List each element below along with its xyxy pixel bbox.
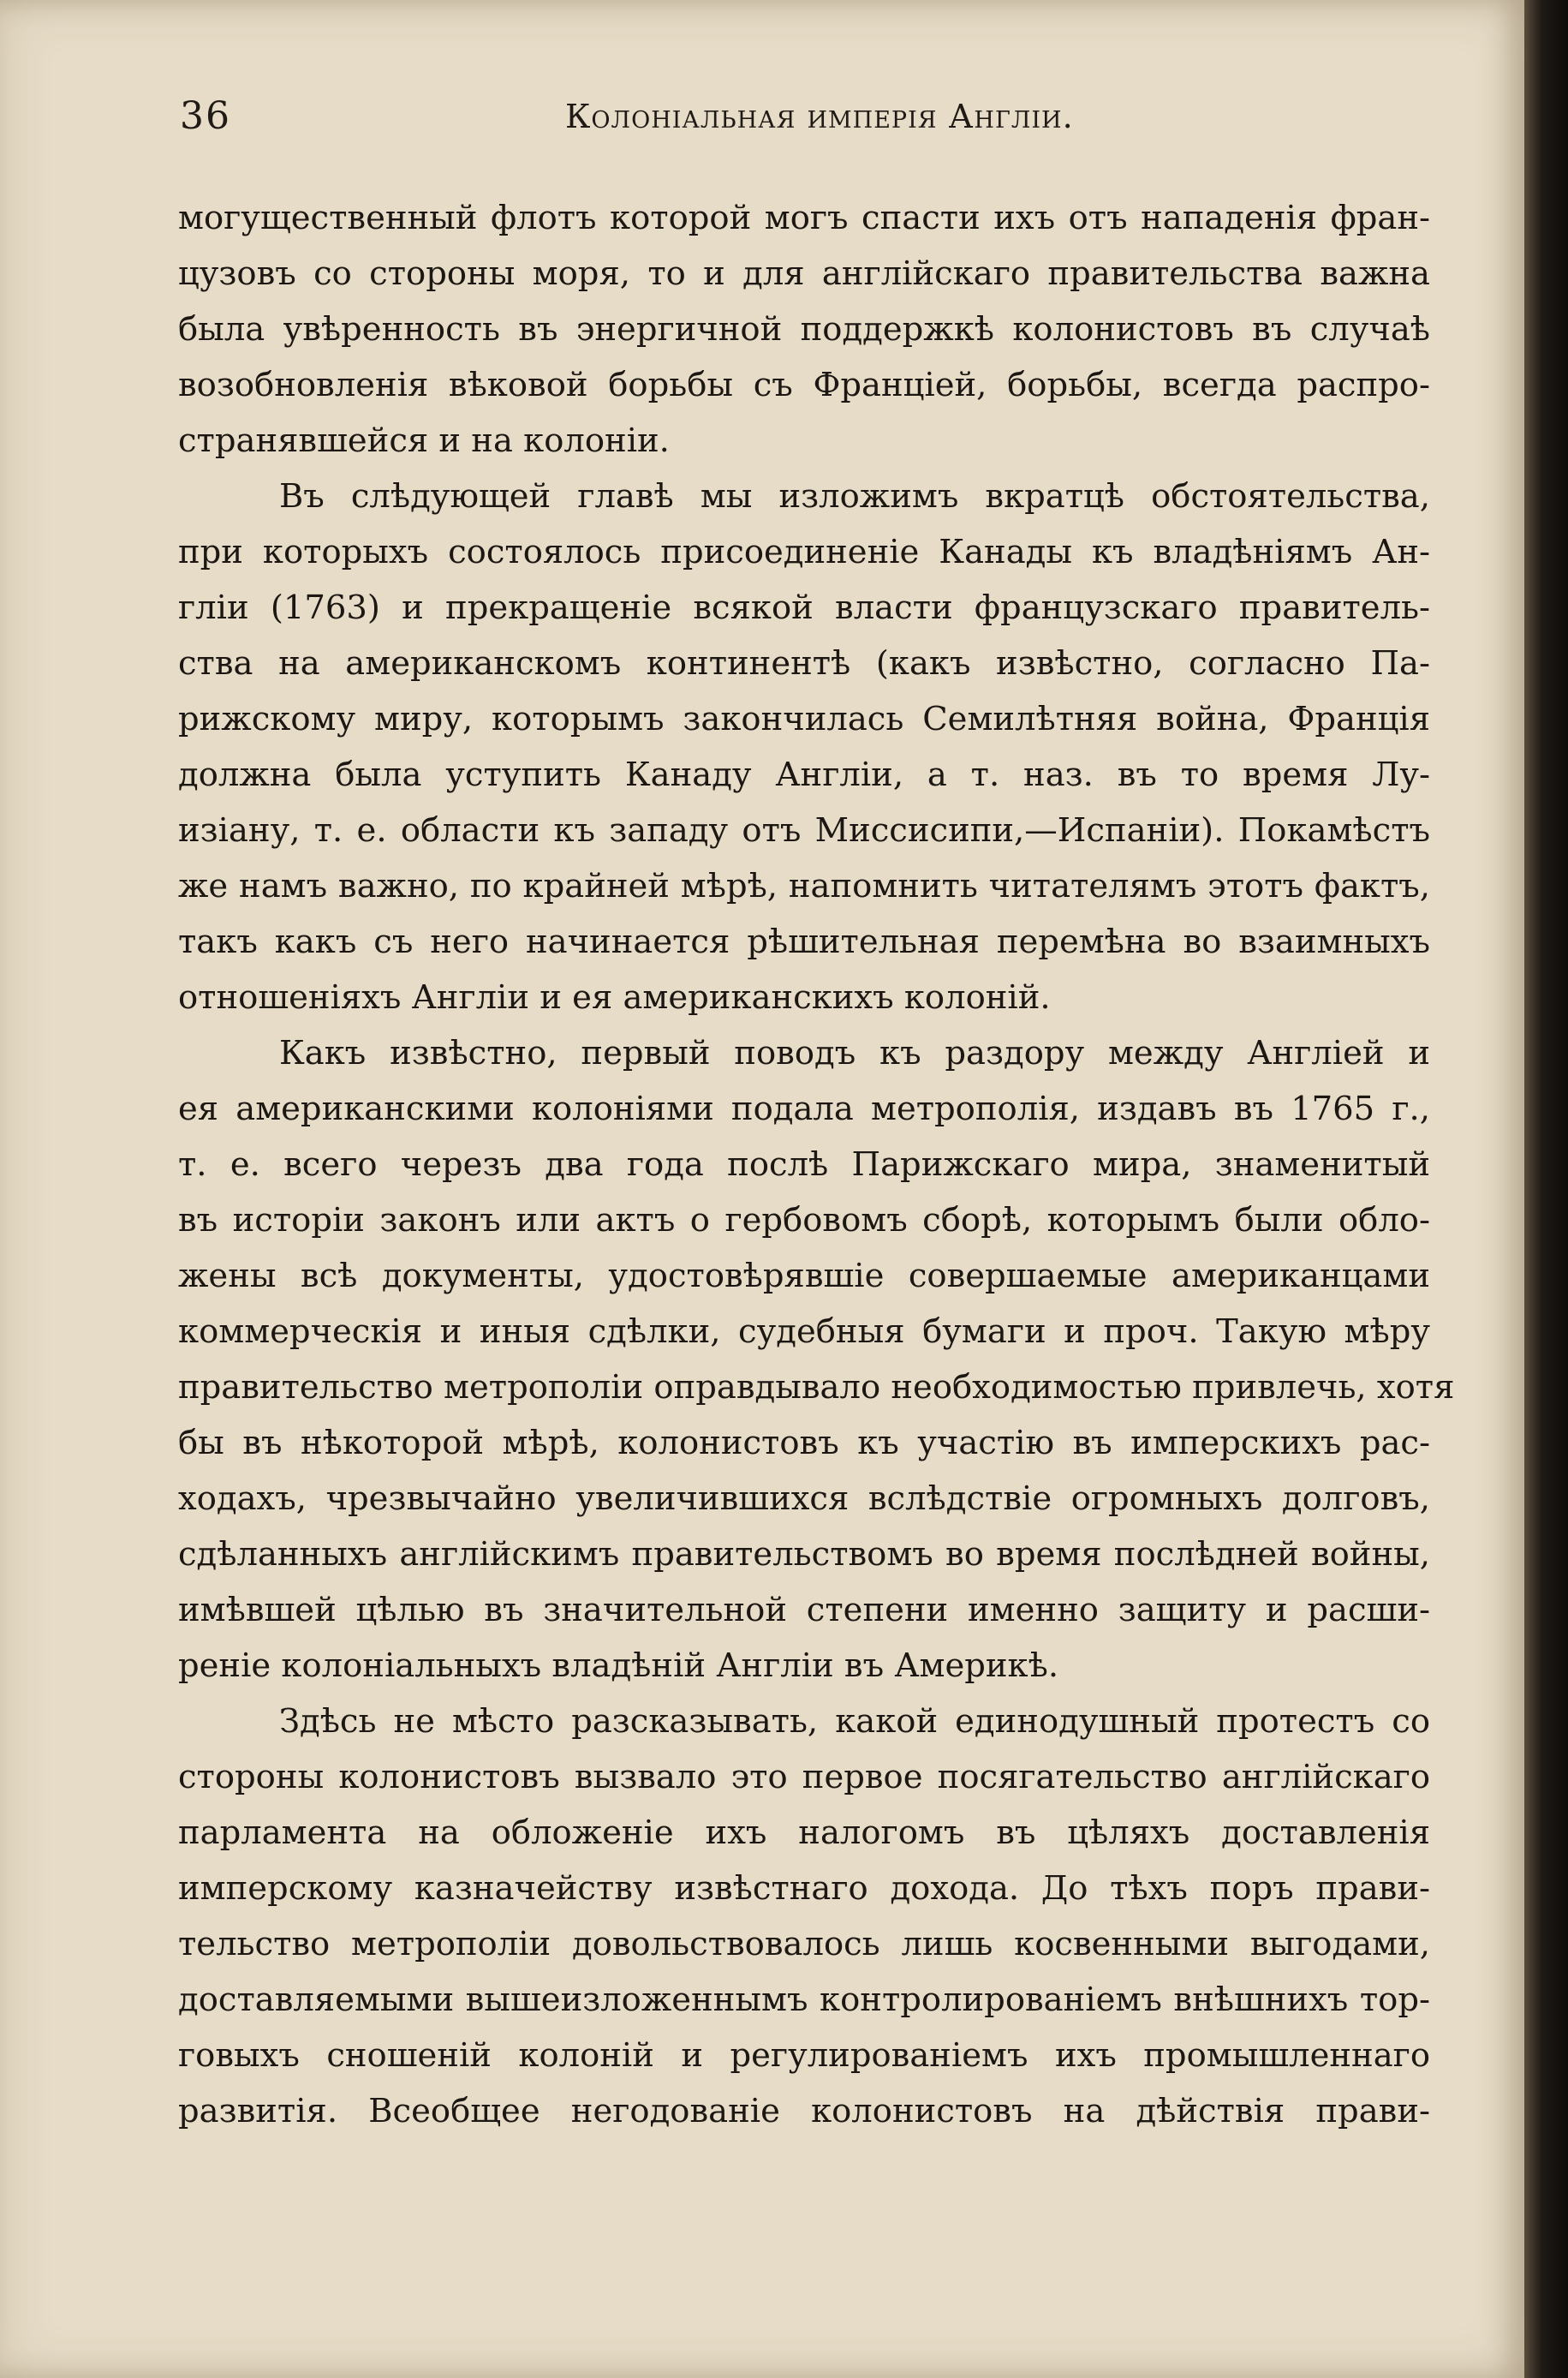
text-line: была увѣренность въ энергичной поддержкѣ колонистовъ въ случаѣ (178, 310, 1430, 349)
text-line: стороны колонистовъ вызвало это первое посягательство англійскаго (178, 1758, 1430, 1796)
text-line: доставляемыми вышеизложеннымъ контролированіемъ внѣшнихъ тор- (178, 1981, 1430, 2019)
text-line: правительство метрополіи оправдывало необходимостью привлечь, хотя (178, 1368, 1455, 1407)
text-line: бы въ нѣкоторой мѣрѣ, колонистовъ къ участію въ имперскихъ рас- (178, 1424, 1430, 1462)
text-line: жены всѣ документы, удостовѣрявшіе совершаемые американцами (178, 1257, 1430, 1295)
text-line: ходахъ, чрезвычайно увеличившихся вслѣдствіе огромныхъ долговъ, (178, 1479, 1430, 1518)
text-line: отношеніяхъ Англіи и ея американскихъ колоній. (178, 978, 1051, 1017)
text-line: тельство метрополіи довольствовалось лишь косвенными выгодами, (178, 1925, 1430, 1963)
body-text (178, 190, 1455, 2139)
text-line: въ исторіи законъ или актъ о гербовомъ сборѣ, которымъ были обло- (178, 1201, 1430, 1240)
text-line: реніе колоніальныхъ владѣній Англіи въ Америкѣ. (178, 1646, 1059, 1685)
text-line: странявшейся и на колоніи. (178, 421, 670, 460)
text-line: рижскому миру, которымъ закончилась Семилѣтняя война, Франція (178, 700, 1430, 738)
text-line: сдѣланныхъ англійскимъ правительствомъ во время послѣдней войны, (178, 1535, 1430, 1574)
text-line: имѣвшей цѣлью въ значительной степени именно защиту и расши- (178, 1591, 1430, 1629)
paragraph-1 (178, 190, 1430, 469)
text-line: говыхъ сношеній колоній и регулированіемъ ихъ промышленнаго (178, 2036, 1430, 2075)
page-number: 36 (180, 94, 231, 138)
page-edge-shadow (1524, 0, 1568, 2378)
text-line: развитія. Всеобщее негодованіе колонистовъ на дѣйствія прави- (178, 2092, 1430, 2130)
text-line: при которыхъ состоялось присоединеніе Канады къ владѣніямъ Ан- (178, 533, 1430, 571)
text-line: такъ какъ съ него начинается рѣшительная перемѣна во взаимныхъ (178, 923, 1430, 961)
paragraph-2 (178, 469, 1430, 1025)
text-line: т. е. всего черезъ два года послѣ Парижскаго мира, знаменитый (178, 1145, 1430, 1184)
text-line: парламента на обложеніе ихъ налогомъ въ цѣляхъ доставленія (178, 1813, 1430, 1852)
text-line: коммерческія и иныя сдѣлки, судебныя бумаги и проч. Такую мѣру (178, 1312, 1430, 1351)
text-line: гліи (1763) и прекращеніе всякой власти французскаго правитель- (178, 589, 1430, 627)
text-line: же намъ важно, по крайней мѣрѣ, напомнить читателямъ этотъ фактъ, (178, 867, 1430, 905)
page-header (180, 94, 1439, 154)
text-line: изіану, т. е. области къ западу отъ Миссисипи,—Испаніи). Покамѣстъ (178, 811, 1430, 850)
text-line: Какъ извѣстно, первый поводъ къ раздору между Англіей и (279, 1034, 1430, 1072)
text-line: возобновленія вѣковой борьбы съ Франціей, борьбы, всегда распро- (178, 366, 1430, 404)
text-line: ея американскими колоніями подала метрополія, издавъ въ 1765 г., (178, 1090, 1430, 1128)
paragraph-4 (178, 1694, 1430, 2139)
text-line: цузовъ со стороны моря, то и для англійскаго правительства важна (178, 254, 1430, 293)
paragraph-3 (178, 1025, 1455, 1694)
text-line: Здѣсь не мѣсто разсказывать, какой единодушный протестъ со (279, 1702, 1430, 1741)
text-line: Въ слѣдующей главѣ мы изложимъ вкратцѣ обстоятельства, (279, 477, 1430, 516)
text-line: должна была уступить Канаду Англіи, а т. наз. въ то время Лу- (178, 756, 1430, 794)
text-line: имперскому казначейству извѣстнаго дохода. До тѣхъ поръ прави- (178, 1869, 1430, 1908)
text-line: ства на американскомъ континентѣ (какъ извѣстно, согласно Па- (178, 644, 1430, 683)
running-title: Колоніальная имперія Англіи. (565, 98, 1074, 135)
text-line: могущественный флотъ которой могъ спасти ихъ отъ нападенія фран- (178, 199, 1430, 237)
